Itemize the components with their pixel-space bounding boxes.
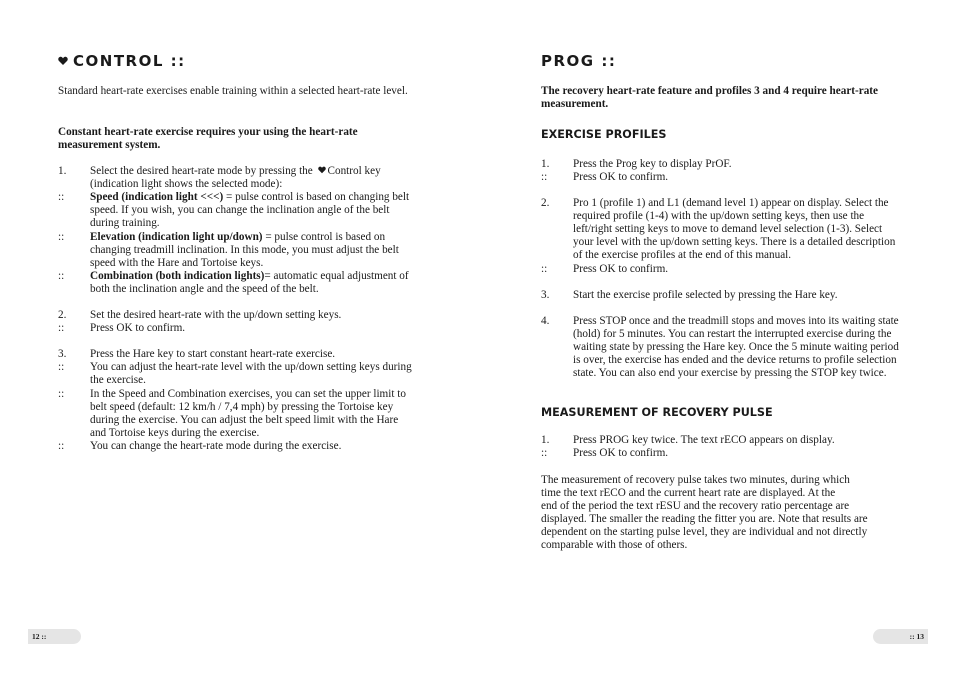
page-number-left: 12 :: bbox=[28, 629, 81, 644]
prog-heading: PROG :: bbox=[541, 52, 617, 70]
recovery-paragraph: The measurement of recovery pulse takes two minutes, during which time the text rECO and the current heart rate are displayed. At the end of the period the text rESU and the recovery ratio percentage are displayed. The smaller the reading the fitter you are. Note that results are dependent on the starting pulse level, they are individual and not directly comparable with those of others. bbox=[541, 474, 868, 551]
exercise-profiles-heading: EXERCISE PROFILES bbox=[541, 128, 667, 141]
page-number-right: :: 13 bbox=[873, 629, 928, 644]
heart-icon bbox=[58, 56, 68, 66]
control-title: CONTROL :: bbox=[73, 52, 186, 70]
control-heading bbox=[58, 52, 186, 70]
heart-icon bbox=[318, 166, 326, 174]
control-intro: Standard heart-rate exercises enable training within a selected heart-rate level. bbox=[58, 85, 408, 97]
prog-intro: The recovery heart-rate feature and profiles 3 and 4 require heart-rate measurement. bbox=[541, 85, 878, 110]
recovery-pulse-heading: MEASUREMENT OF RECOVERY PULSE bbox=[541, 406, 773, 419]
control-note: Constant heart-rate exercise requires your using the heart-rate measurement system. bbox=[58, 126, 358, 151]
